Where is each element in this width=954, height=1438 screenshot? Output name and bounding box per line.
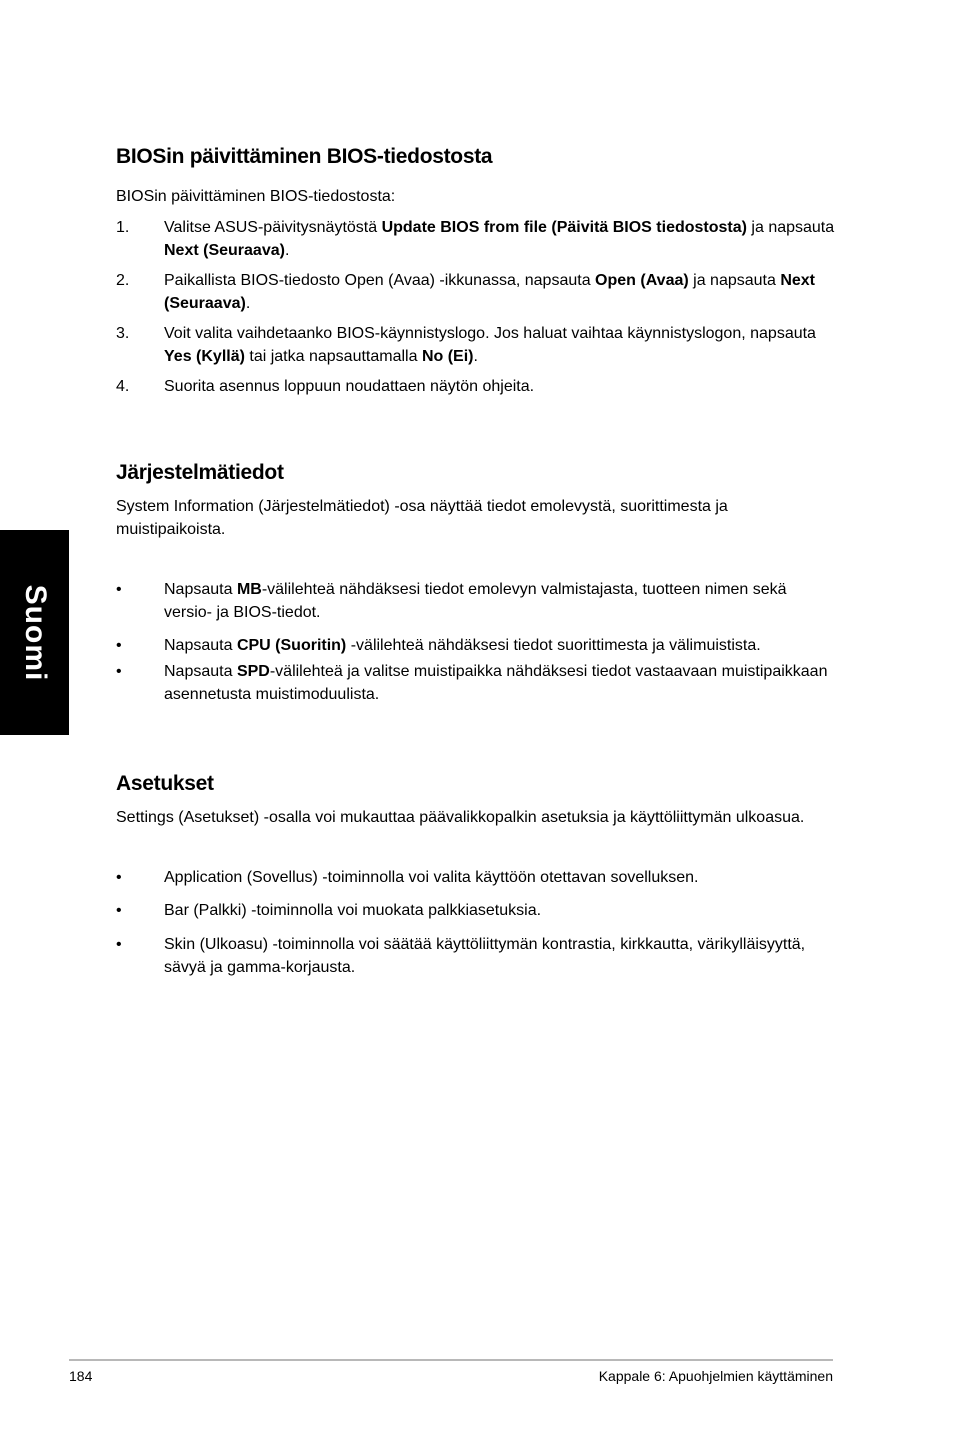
system-info-intro: System Information (Järjestelmätiedot) -osa näyttää tiedot emolevystä, suorittimesta ja muistipaikoista. <box>116 498 728 538</box>
bullet-text: -välilehteä nähdäksesi tiedot suorittimesta ja välimuistista. <box>346 637 761 654</box>
step-text: Valitse ASUS-päivitysnäytöstä <box>164 219 382 236</box>
bullet-text: Bar (Palkki) -toiminnolla voi muokata palkkiasetuksia. <box>164 902 542 919</box>
bullet-text: Napsauta <box>164 663 237 680</box>
side-tab-label: Suomi <box>18 584 52 681</box>
step-emphasis: Next (Seuraava) <box>164 272 816 312</box>
bullet-glyph: • <box>116 869 122 886</box>
bullet-emphasis: MB <box>236 581 262 598</box>
step-text: Voit valita vaihdetaanko BIOS-käynnistyslogo. Jos haluat vaihtaa käynnistyslogon, napsauta <box>164 325 816 342</box>
bullet-text: -välilehteä ja valitse muistipaikka nähdäksesi tiedot vastaavaan muistipaikkaan asennetusta muistimoduulista. <box>164 663 828 703</box>
list-item <box>116 578 836 624</box>
bullet-glyph: • <box>116 637 122 654</box>
list-item <box>116 634 836 657</box>
bullet-text: -välilehteä nähdäksesi tiedot emolevyn valmistajasta, tuotteen nimen sekä versio- ja BIOS-tiedot. <box>164 581 787 621</box>
list-item <box>116 866 836 889</box>
step-number: 1. <box>116 219 130 236</box>
list-item <box>116 375 836 398</box>
bios-update-steps <box>116 216 836 398</box>
system-info-heading: Järjestelmätiedot <box>116 461 284 484</box>
bios-update-section <box>116 145 836 398</box>
page-number: 184 <box>69 1368 93 1384</box>
step-text: . <box>284 242 290 259</box>
language-side-tab <box>0 530 69 735</box>
step-text: . <box>473 348 478 365</box>
step-emphasis: Yes (Kyllä) <box>164 348 245 365</box>
step-text: Paikallista BIOS-tiedosto Open (Avaa) -ikkunassa, napsauta <box>164 272 596 289</box>
list-item <box>116 216 836 262</box>
bullet-glyph: • <box>116 936 122 953</box>
settings-intro: Settings (Asetukset) -osalla voi mukauttaa päävalikkopalkin asetuksia ja käyttöliittymän ulkoasua. <box>116 809 805 826</box>
bios-update-intro: BIOSin päivittäminen BIOS-tiedostosta: <box>116 188 396 205</box>
step-emphasis: Next (Seuraava) <box>164 242 285 259</box>
bullet-text: Application (Sovellus) -toiminnolla voi valita käyttöön otettavan sovelluksen. <box>164 869 699 886</box>
step-number: 3. <box>116 325 130 342</box>
settings-bullets <box>116 866 836 979</box>
step-number: 2. <box>116 272 130 289</box>
step-text: Suorita asennus loppuun noudattaen näytön ohjeita. <box>164 378 535 395</box>
bullet-text: Skin (Ulkoasu) -toiminnolla voi säätää käyttöliittymän kontrastia, kirkkautta, värikylläisyyttä, sävyä ja gamma-korjausta. <box>164 936 806 976</box>
settings-heading: Asetukset <box>116 772 214 795</box>
step-emphasis: Update BIOS from file (Päivitä BIOS tiedostosta) <box>381 219 747 236</box>
bullet-glyph: • <box>116 581 122 598</box>
bullet-glyph: • <box>116 902 122 919</box>
bullet-text: Napsauta <box>164 637 237 654</box>
bullet-emphasis: CPU (Suoritin) <box>236 637 347 654</box>
step-text: . <box>245 295 251 312</box>
step-text: ja napsauta <box>746 219 835 236</box>
step-emphasis: No (Ei) <box>421 348 474 365</box>
step-text: tai jatka napsauttamalla <box>244 348 422 365</box>
list-item <box>116 899 836 922</box>
system-info-bullets <box>116 578 836 706</box>
chapter-title: Kappale 6: Apuohjelmien käyttäminen <box>598 1368 833 1384</box>
step-number: 4. <box>116 378 130 395</box>
bullet-text: Napsauta <box>164 581 237 598</box>
list-item <box>116 933 836 979</box>
step-emphasis: Open (Avaa) <box>595 272 689 289</box>
settings-section <box>116 772 836 979</box>
step-text: ja napsauta <box>688 272 781 289</box>
system-info-section <box>116 461 836 706</box>
bullet-emphasis: SPD <box>236 663 270 680</box>
bios-update-heading: BIOSin päivittäminen BIOS-tiedostosta <box>116 145 493 168</box>
list-item <box>116 269 836 315</box>
bullet-glyph: • <box>116 663 122 680</box>
list-item <box>116 322 836 368</box>
footer-divider <box>69 1359 833 1361</box>
list-item <box>116 660 836 706</box>
